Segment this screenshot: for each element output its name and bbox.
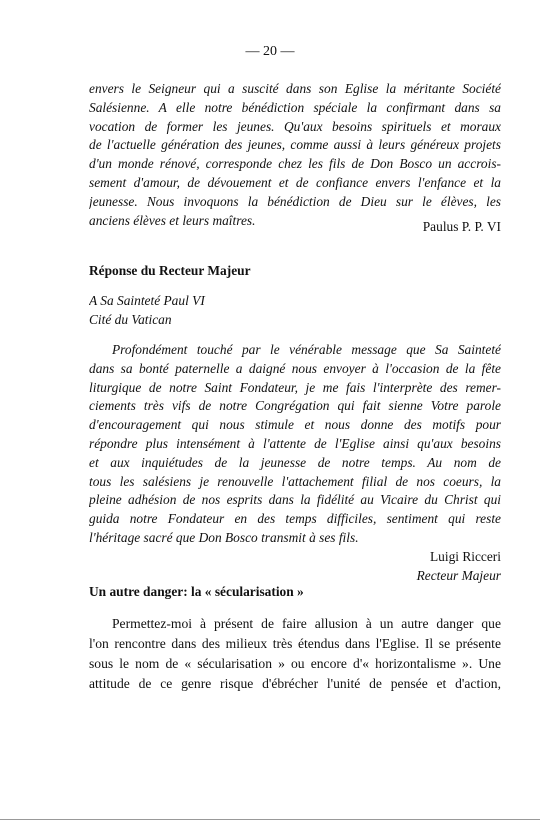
page-bottom-edge bbox=[0, 819, 540, 820]
message-line: jeunesse. Nous invoquons la bénédiction de Dieu sur le élèves, les bbox=[89, 193, 501, 209]
section-heading: Un autre danger: la « sécularisation » bbox=[89, 584, 304, 599]
message-line: sement d'amour, de dévouement et de confiance envers l'enfance et la bbox=[89, 174, 501, 190]
papal-message bbox=[89, 80, 501, 230]
section-line: l'on rencontre dans des milieux très étendus dans l'Eglise. Il se présente bbox=[89, 636, 501, 651]
reply-line: dans sa bonté paternelle a daigné nous envoyer à l'occasion de la fête bbox=[89, 360, 501, 376]
message-line: anciens élèves et leurs maîtres. bbox=[89, 212, 256, 228]
section-line: attitude de ce genre risque d'ébrécher l'unité de pensée et d'action, bbox=[89, 676, 501, 691]
message-line: de l'actuelle génération des jeunes, comme aussi à leurs généreux projets bbox=[89, 137, 501, 153]
reply-line: pleine adhésion de nos esprits dans la fidélité au Vicaire du Christ qui bbox=[89, 492, 501, 508]
reply-line: l'héritage sacré que Don Bosco transmit à ses fils. bbox=[89, 529, 359, 545]
message-line: Salésienne. A elle notre bénédiction spéciale la confirmant dans sa bbox=[89, 99, 501, 115]
reply-body bbox=[89, 341, 501, 548]
reply-line: liturgique de notre Saint Fondateur, je me fais l'interprète des remer- bbox=[89, 379, 501, 395]
section-body bbox=[89, 614, 501, 694]
message-line: d'un monde rénové, corresponde chez les fils de Don Bosco un accrois- bbox=[89, 156, 501, 172]
reply-heading: Réponse du Recteur Majeur bbox=[89, 263, 251, 278]
reply-line: Profondément touché par le vénérable message que Sa Sainteté bbox=[112, 342, 501, 357]
reply-address bbox=[89, 292, 501, 330]
reply-line: guida notre Fondateur en des temps difficiles, sentiment qui reste bbox=[89, 511, 501, 527]
reply-signature-title: Recteur Majeur bbox=[416, 568, 501, 583]
address-line: A Sa Sainteté Paul VI bbox=[89, 293, 205, 308]
message-line: envers le Seigneur qui a suscité dans son Eglise la méritante Société bbox=[89, 81, 501, 96]
reply-signature-name: Luigi Ricceri bbox=[429, 549, 501, 564]
section-line: Permettez-moi à présent de faire allusion à un autre danger que bbox=[112, 616, 501, 631]
page-number: — 20 — bbox=[245, 44, 295, 59]
section-line: sous le nom de « sécularisation » ou encore d'« horizontalisme ». Une bbox=[89, 656, 501, 671]
papal-signature: Paulus P. P. VI bbox=[422, 219, 501, 234]
reply-line: répondre plus intensément à l'attente de l'Eglise ainsi qu'aux besoins bbox=[89, 435, 501, 451]
address-line: Cité du Vatican bbox=[89, 311, 172, 327]
reply-line: tous les salésiens je renouvelle l'attachement filial de nos coeurs, la bbox=[89, 473, 501, 489]
message-line: vocation de former les jeunes. Qu'aux besoins spirituels et moraux bbox=[89, 118, 501, 134]
reply-line: et aux inquiétudes de la jeunesse de notre temps. Au nom de bbox=[89, 454, 501, 470]
reply-line: ciements très vifs de notre Congrégation qui fait sienne Votre parole bbox=[89, 398, 501, 414]
reply-line: d'encouragement qui nous stimule et nous donne des motifs pour bbox=[89, 417, 501, 433]
